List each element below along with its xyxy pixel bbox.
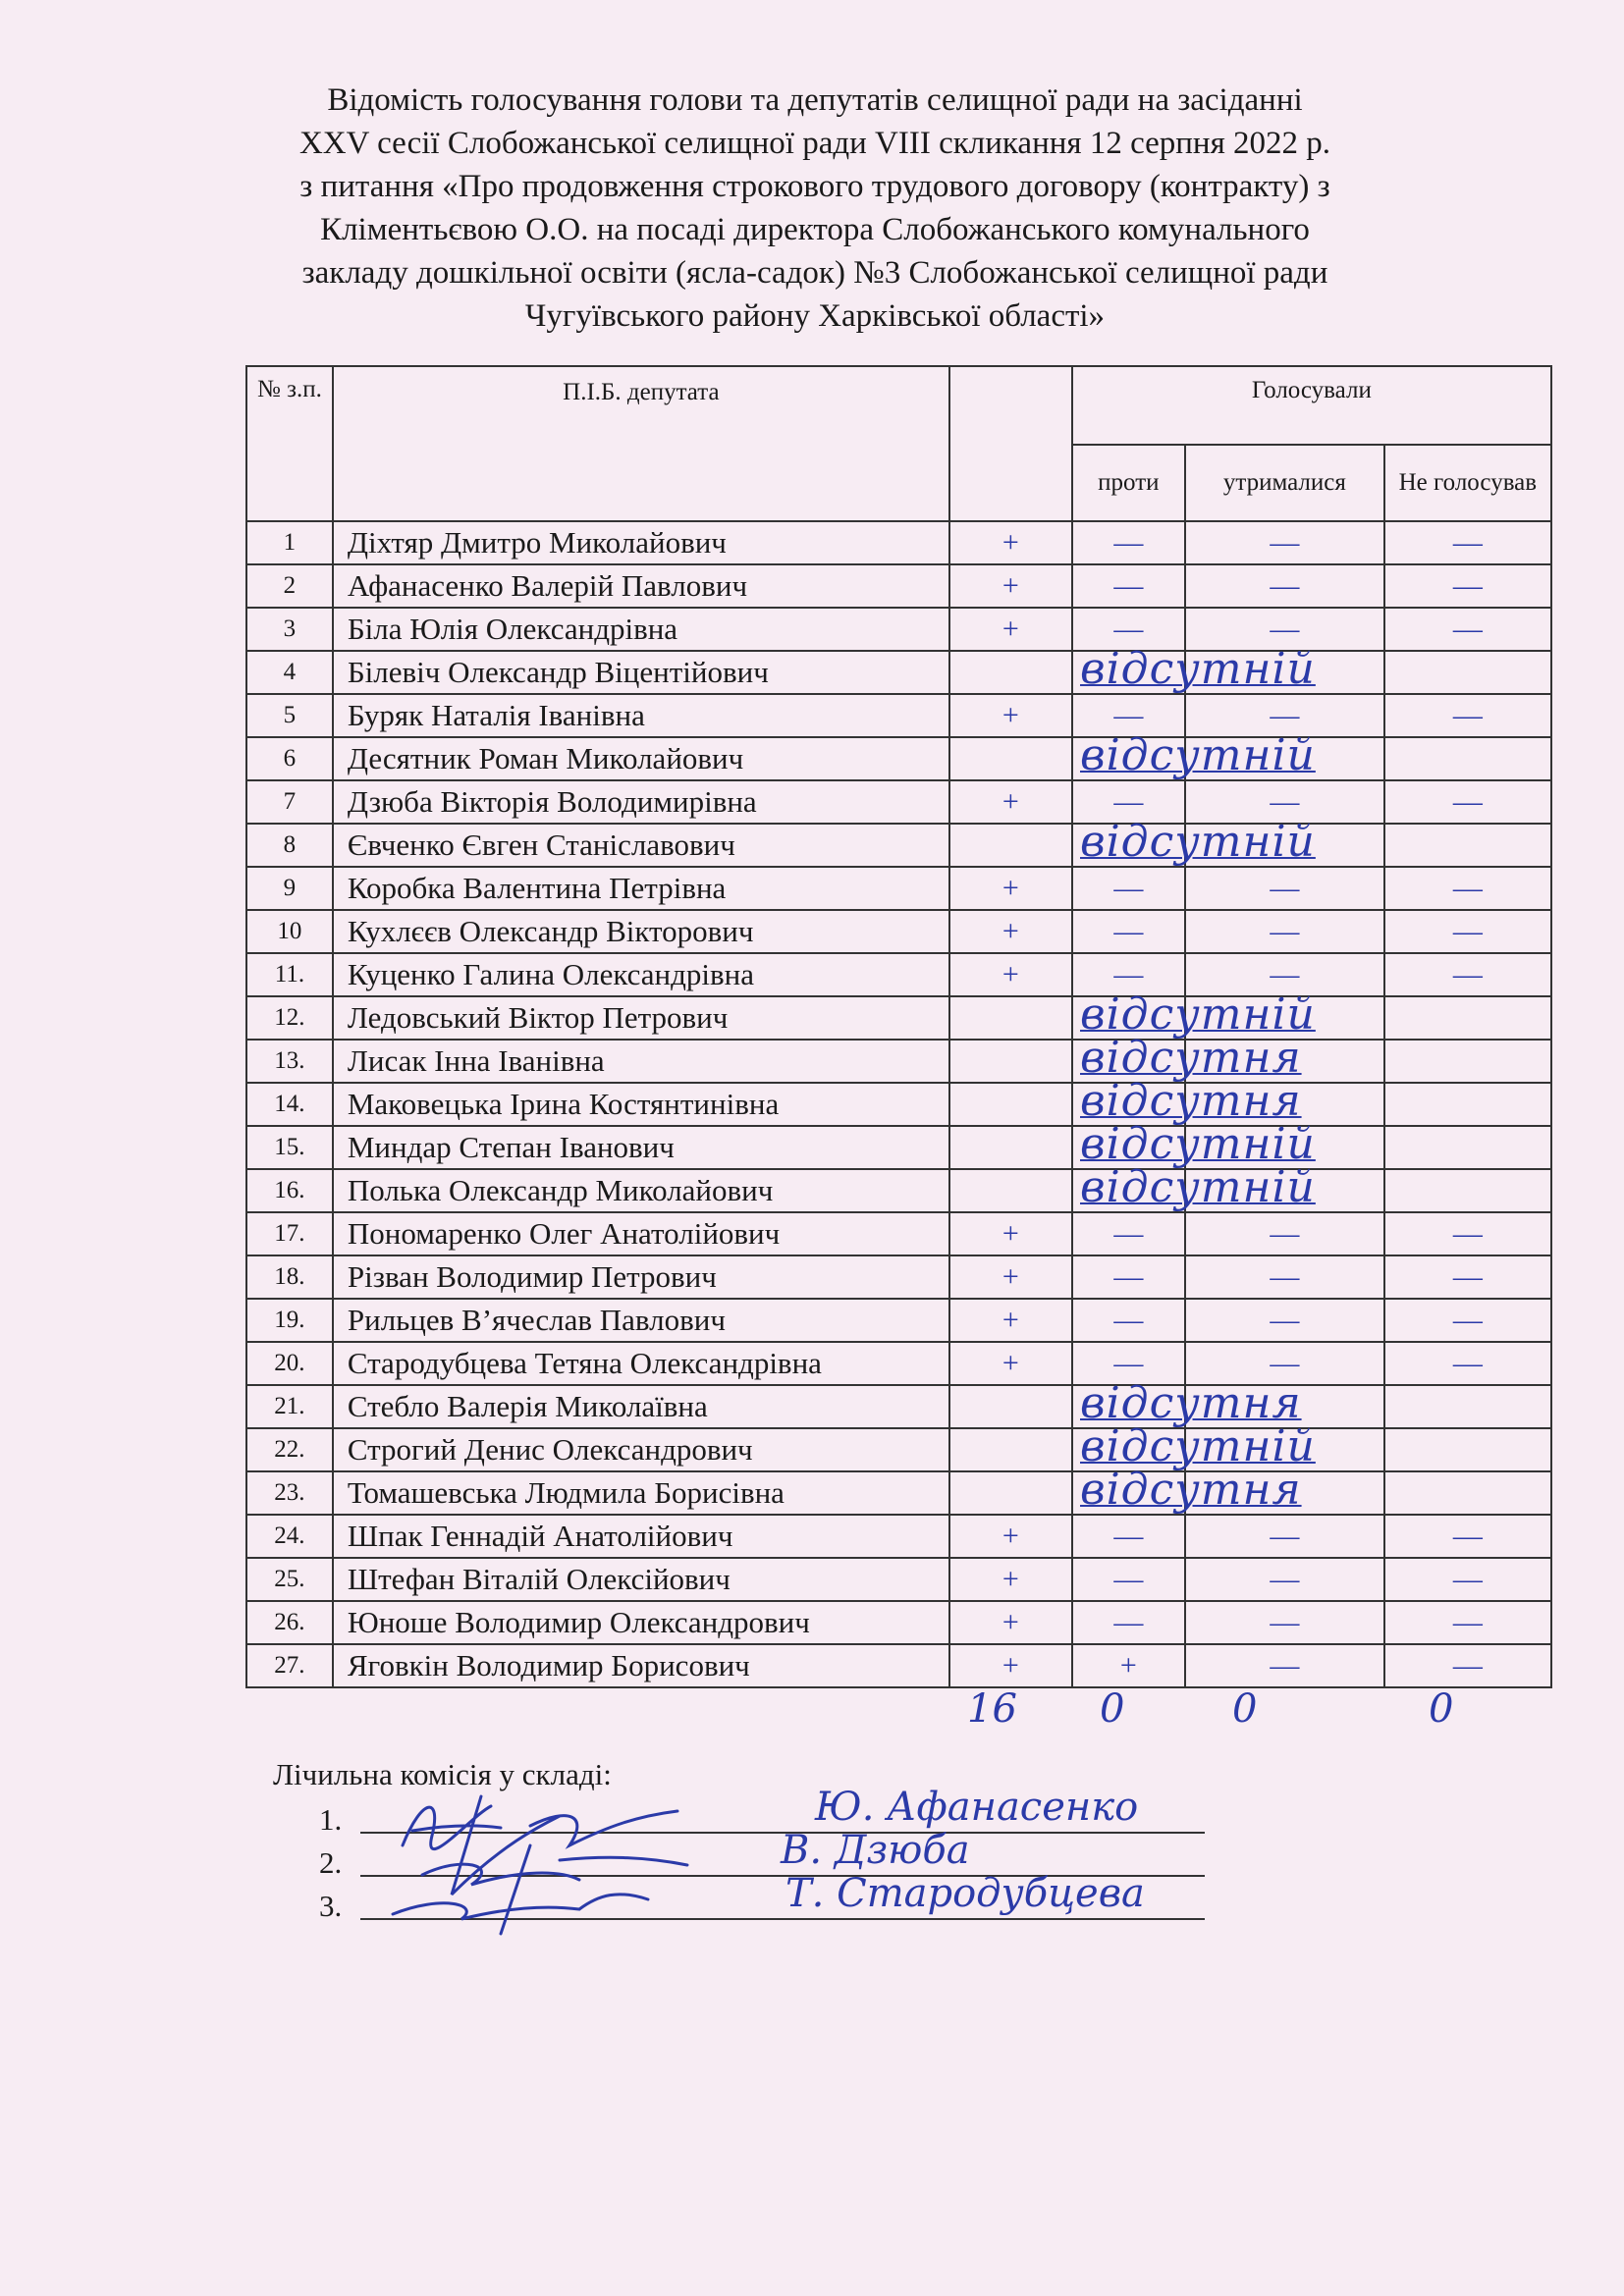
- vote-abstained: [1185, 1471, 1384, 1515]
- deputy-name: Ледовський Віктор Петрович: [333, 996, 949, 1040]
- vote-against: —: [1072, 1299, 1185, 1342]
- vote-abstained: [1185, 824, 1384, 867]
- header-against: проти: [1072, 445, 1185, 521]
- absent-note: відсутній: [1080, 817, 1316, 867]
- vote-against: —: [1072, 953, 1185, 996]
- vote-against: [1072, 1169, 1185, 1212]
- table-row: [246, 1385, 1551, 1428]
- vote-against: [1072, 1471, 1185, 1515]
- vote-not-voted: [1384, 651, 1551, 694]
- title-line: Кліментьєвою О.О. на посаді директора Слобожанського комунального: [320, 212, 1310, 247]
- vote-for: [949, 737, 1072, 780]
- vote-for: +: [949, 780, 1072, 824]
- vote-not-voted: —: [1384, 1299, 1551, 1342]
- vote-abstained: —: [1185, 1342, 1384, 1385]
- vote-for: [949, 824, 1072, 867]
- table-row: [246, 1255, 1551, 1299]
- deputy-name: Томашевська Людмила Борисівна: [333, 1471, 949, 1515]
- vote-against: —: [1072, 1255, 1185, 1299]
- table-row: [246, 651, 1551, 694]
- vote-abstained: —: [1185, 780, 1384, 824]
- vote-abstained: [1185, 1169, 1384, 1212]
- deputy-name: Яговкін Володимир Борисович: [333, 1644, 949, 1687]
- row-number: 11.: [246, 953, 333, 996]
- vote-against: —: [1072, 1601, 1185, 1644]
- vote-for: [949, 651, 1072, 694]
- vote-for: +: [949, 608, 1072, 651]
- deputy-name: Різван Володимир Петрович: [333, 1255, 949, 1299]
- vote-against: —: [1072, 780, 1185, 824]
- vote-for: +: [949, 953, 1072, 996]
- title-line: Відомість голосування голови та депутатів селищної ради на засіданні: [327, 82, 1303, 118]
- vote-for: [949, 1471, 1072, 1515]
- deputy-name: Полька Олександр Миколайович: [333, 1169, 949, 1212]
- deputy-name: Маковецька Ірина Костянтинівна: [333, 1083, 949, 1126]
- vote-not-voted: [1384, 1428, 1551, 1471]
- title-line: закладу дошкільної освіти (ясла-садок) №3 Слобожанської селищної ради: [301, 255, 1328, 291]
- row-number: 2: [246, 564, 333, 608]
- vote-against: —: [1072, 867, 1185, 910]
- member-number: 3.: [319, 1889, 343, 1923]
- table-row: [246, 780, 1551, 824]
- vote-against: [1072, 1428, 1185, 1471]
- row-number: 10: [246, 910, 333, 953]
- table-row: [246, 694, 1551, 737]
- vote-not-voted: —: [1384, 1644, 1551, 1687]
- table-row: [246, 1212, 1551, 1255]
- vote-not-voted: [1384, 1385, 1551, 1428]
- total-for: 16: [967, 1686, 1017, 1732]
- vote-for: [949, 1126, 1072, 1169]
- vote-not-voted: —: [1384, 564, 1551, 608]
- vote-for: +: [949, 521, 1072, 564]
- row-number: 22.: [246, 1428, 333, 1471]
- vote-against: —: [1072, 910, 1185, 953]
- vote-abstained: —: [1185, 1212, 1384, 1255]
- member-number: 1.: [319, 1802, 343, 1837]
- deputy-name: Пономаренко Олег Анатолійович: [333, 1212, 949, 1255]
- vote-table: [245, 365, 1552, 1688]
- vote-abstained: —: [1185, 1255, 1384, 1299]
- commission-member-1: [319, 1802, 342, 1838]
- row-number: 7: [246, 780, 333, 824]
- vote-for: +: [949, 1212, 1072, 1255]
- deputy-name: Шпак Геннадій Анатолійович: [333, 1515, 949, 1558]
- vote-abstained: [1185, 1083, 1384, 1126]
- header-not-voted: Не голосував: [1384, 445, 1551, 521]
- vote-abstained: —: [1185, 910, 1384, 953]
- deputy-name: Строгий Денис Олександрович: [333, 1428, 949, 1471]
- vote-abstained: —: [1185, 1644, 1384, 1687]
- table-row: [246, 1515, 1551, 1558]
- row-number: 16.: [246, 1169, 333, 1212]
- member-number: 2.: [319, 1845, 343, 1880]
- vote-against: [1072, 1083, 1185, 1126]
- vote-against: [1072, 996, 1185, 1040]
- row-number: 12.: [246, 996, 333, 1040]
- vote-not-voted: —: [1384, 867, 1551, 910]
- vote-abstained: —: [1185, 1601, 1384, 1644]
- commission-member-2: [319, 1845, 342, 1881]
- vote-against: —: [1072, 1515, 1185, 1558]
- vote-abstained: —: [1185, 521, 1384, 564]
- header-voted: Голосували: [1072, 366, 1551, 445]
- vote-against: [1072, 1126, 1185, 1169]
- table-row: [246, 737, 1551, 780]
- title-line: XXV сесії Слобожанської селищної ради VIII скликання 12 серпня 2022 р.: [298, 126, 1331, 161]
- vote-for: [949, 1385, 1072, 1428]
- total-against: 0: [1100, 1686, 1125, 1732]
- deputy-name: Лисак Інна Іванівна: [333, 1040, 949, 1083]
- absent-note: відсутня: [1080, 1465, 1302, 1515]
- vote-abstained: [1185, 737, 1384, 780]
- table-row: [246, 1471, 1551, 1515]
- vote-for: +: [949, 1515, 1072, 1558]
- table-row: [246, 1126, 1551, 1169]
- vote-against: [1072, 1040, 1185, 1083]
- vote-for: [949, 1428, 1072, 1471]
- vote-for: +: [949, 867, 1072, 910]
- deputy-name: Афанасенко Валерій Павлович: [333, 564, 949, 608]
- table-row: [246, 1601, 1551, 1644]
- vote-abstained: —: [1185, 564, 1384, 608]
- commission-member-2-name: В. Дзюба: [781, 1828, 970, 1873]
- vote-not-voted: —: [1384, 1601, 1551, 1644]
- row-number: 15.: [246, 1126, 333, 1169]
- vote-against: [1072, 737, 1185, 780]
- deputy-name: Миндар Степан Іванович: [333, 1126, 949, 1169]
- deputy-name: Юноше Володимир Олександрович: [333, 1601, 949, 1644]
- deputy-name: Коробка Валентина Петрівна: [333, 867, 949, 910]
- deputy-name: Діхтяр Дмитро Миколайович: [333, 521, 949, 564]
- vote-not-voted: [1384, 824, 1551, 867]
- vote-for: +: [949, 1558, 1072, 1601]
- table-row: [246, 1299, 1551, 1342]
- vote-abstained: [1185, 1428, 1384, 1471]
- row-number: 5: [246, 694, 333, 737]
- deputy-name: Рильцев В’ячеслав Павлович: [333, 1299, 949, 1342]
- vote-not-voted: [1384, 1471, 1551, 1515]
- vote-for: +: [949, 1644, 1072, 1687]
- header-number: № з.п.: [246, 366, 333, 521]
- vote-not-voted: —: [1384, 1558, 1551, 1601]
- vote-not-voted: —: [1384, 1515, 1551, 1558]
- vote-not-voted: [1384, 1126, 1551, 1169]
- table-row: [246, 1040, 1551, 1083]
- vote-not-voted: —: [1384, 780, 1551, 824]
- vote-not-voted: —: [1384, 910, 1551, 953]
- deputy-name: Біла Юлія Олександрівна: [333, 608, 949, 651]
- row-number: 20.: [246, 1342, 333, 1385]
- row-number: 9: [246, 867, 333, 910]
- header-blank: [949, 366, 1072, 521]
- row-number: 19.: [246, 1299, 333, 1342]
- deputy-name: Дзюба Вікторія Володимирівна: [333, 780, 949, 824]
- absent-note: відсутній: [1080, 1119, 1316, 1169]
- vote-for: +: [949, 564, 1072, 608]
- title-line: Чугуївського району Харківської області»: [524, 298, 1106, 334]
- vote-for: +: [949, 1299, 1072, 1342]
- vote-for: [949, 1040, 1072, 1083]
- row-number: 18.: [246, 1255, 333, 1299]
- row-number: 13.: [246, 1040, 333, 1083]
- vote-against: —: [1072, 694, 1185, 737]
- table-row: [246, 1644, 1551, 1687]
- absent-note: відсутній: [1080, 730, 1316, 780]
- vote-for: +: [949, 694, 1072, 737]
- vote-against: —: [1072, 564, 1185, 608]
- vote-not-voted: [1384, 737, 1551, 780]
- row-number: 17.: [246, 1212, 333, 1255]
- vote-against: —: [1072, 521, 1185, 564]
- table-row: [246, 867, 1551, 910]
- vote-for: +: [949, 1255, 1072, 1299]
- deputy-name: Стебло Валерія Миколаївна: [333, 1385, 949, 1428]
- commission-member-3-name: Т. Стародубцева: [785, 1871, 1145, 1916]
- row-number: 6: [246, 737, 333, 780]
- vote-not-voted: —: [1384, 953, 1551, 996]
- vote-not-voted: [1384, 1083, 1551, 1126]
- vote-for: +: [949, 1601, 1072, 1644]
- vote-abstained: —: [1185, 694, 1384, 737]
- table-row: [246, 1342, 1551, 1385]
- vote-against: —: [1072, 1212, 1185, 1255]
- row-number: 1: [246, 521, 333, 564]
- vote-not-voted: [1384, 1040, 1551, 1083]
- vote-not-voted: [1384, 1169, 1551, 1212]
- deputy-name: Буряк Наталія Іванівна: [333, 694, 949, 737]
- handwritten-signatures: [383, 1787, 707, 1944]
- vote-abstained: [1185, 1385, 1384, 1428]
- total-not-voted: 0: [1429, 1686, 1454, 1732]
- deputy-name: Куценко Галина Олександрівна: [333, 953, 949, 996]
- vote-for: [949, 996, 1072, 1040]
- deputy-name: Штефан Віталій Олексійович: [333, 1558, 949, 1601]
- vote-abstained: —: [1185, 867, 1384, 910]
- header-deputy-name: П.І.Б. депутата: [333, 366, 949, 521]
- vote-not-voted: —: [1384, 608, 1551, 651]
- vote-not-voted: —: [1384, 1212, 1551, 1255]
- vote-against: [1072, 651, 1185, 694]
- row-number: 21.: [246, 1385, 333, 1428]
- table-row: [246, 1169, 1551, 1212]
- vote-against: [1072, 1385, 1185, 1428]
- absent-note: відсутній: [1080, 989, 1316, 1040]
- absent-note: відсутній: [1080, 644, 1316, 694]
- vote-against: —: [1072, 1342, 1185, 1385]
- table-row: [246, 564, 1551, 608]
- vote-not-voted: —: [1384, 694, 1551, 737]
- table-row: [246, 1428, 1551, 1471]
- vote-for: [949, 1169, 1072, 1212]
- row-number: 3: [246, 608, 333, 651]
- vote-abstained: —: [1185, 608, 1384, 651]
- commission-member-1-name: Ю. Афанасенко: [815, 1785, 1139, 1830]
- vote-not-voted: [1384, 996, 1551, 1040]
- row-number: 8: [246, 824, 333, 867]
- table-row: [246, 1083, 1551, 1126]
- vote-abstained: [1185, 651, 1384, 694]
- vote-against: —: [1072, 608, 1185, 651]
- vote-abstained: [1185, 996, 1384, 1040]
- table-row: [246, 824, 1551, 867]
- row-number: 23.: [246, 1471, 333, 1515]
- vote-for: +: [949, 1342, 1072, 1385]
- vote-for: [949, 1083, 1072, 1126]
- vote-abstained: [1185, 1126, 1384, 1169]
- commission-member-3: [319, 1889, 342, 1924]
- table-row: [246, 1558, 1551, 1601]
- vote-not-voted: —: [1384, 521, 1551, 564]
- vote-abstained: —: [1185, 953, 1384, 996]
- vote-abstained: —: [1185, 1299, 1384, 1342]
- counting-commission-label: Лічильна комісія у складі:: [273, 1757, 612, 1791]
- vote-against: +: [1072, 1644, 1185, 1687]
- vote-abstained: [1185, 1040, 1384, 1083]
- table-row: [246, 910, 1551, 953]
- deputy-name: Кухлєєв Олександр Вікторович: [333, 910, 949, 953]
- vote-abstained: —: [1185, 1558, 1384, 1601]
- absent-note: відсутня: [1080, 1033, 1302, 1083]
- table-row: [246, 521, 1551, 564]
- table-row: [246, 996, 1551, 1040]
- row-number: 26.: [246, 1601, 333, 1644]
- document-title: [177, 79, 1453, 338]
- absent-note: відсутній: [1080, 1421, 1316, 1471]
- title-line: з питання «Про продовження строкового трудового договору (контракту) з: [299, 169, 1330, 204]
- vote-against: —: [1072, 1558, 1185, 1601]
- absent-note: відсутня: [1080, 1378, 1302, 1428]
- header-abstained: утрималися: [1185, 445, 1384, 521]
- table-row: [246, 608, 1551, 651]
- vote-against: [1072, 824, 1185, 867]
- vote-not-voted: —: [1384, 1255, 1551, 1299]
- absent-note: відсутній: [1080, 1162, 1316, 1212]
- deputy-name: Білевіч Олександр Віцентійович: [333, 651, 949, 694]
- vote-abstained: —: [1185, 1515, 1384, 1558]
- vote-not-voted: —: [1384, 1342, 1551, 1385]
- total-abstained: 0: [1232, 1686, 1258, 1732]
- deputy-name: Стародубцева Тетяна Олександрівна: [333, 1342, 949, 1385]
- row-number: 25.: [246, 1558, 333, 1601]
- table-row: [246, 953, 1551, 996]
- row-number: 14.: [246, 1083, 333, 1126]
- deputy-name: Десятник Роман Миколайович: [333, 737, 949, 780]
- row-number: 27.: [246, 1644, 333, 1687]
- deputy-name: Євченко Євген Станіславович: [333, 824, 949, 867]
- vote-for: +: [949, 910, 1072, 953]
- row-number: 24.: [246, 1515, 333, 1558]
- row-number: 4: [246, 651, 333, 694]
- absent-note: відсутня: [1080, 1076, 1302, 1126]
